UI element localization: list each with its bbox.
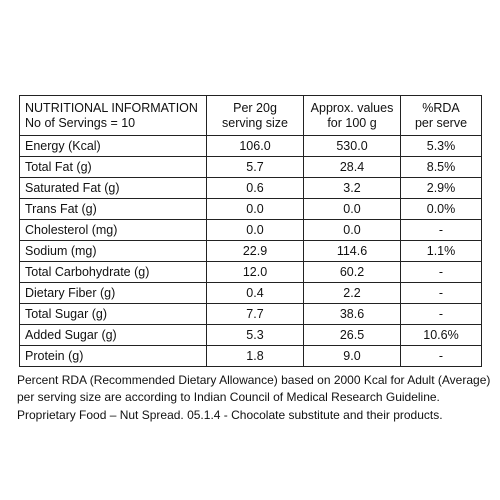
- rda-footnote: Percent RDA (Recommended Dietary Allowance) based on 2000 Kcal for Adult (Average) per serving size are according to Indian Council of Medical Research Guideline.: [17, 373, 491, 404]
- header-per-100g: [304, 96, 401, 136]
- rda-value: -: [401, 220, 482, 241]
- per-100g-value: 3.2: [304, 178, 401, 199]
- header-rda-line1: %RDA: [422, 101, 460, 116]
- header-rda-line2: per serve: [414, 115, 468, 130]
- nutrient-name: Dietary Fiber (g): [20, 283, 207, 304]
- table-row: [20, 220, 482, 241]
- rda-value: -: [401, 346, 482, 367]
- nutrition-table: [19, 95, 482, 367]
- per-serving-value: 5.3: [207, 325, 304, 346]
- nutrient-name: Total Carbohydrate (g): [20, 262, 207, 283]
- nutrient-name: Total Sugar (g): [20, 304, 207, 325]
- table-row: [20, 304, 482, 325]
- nutrient-name: Added Sugar (g): [20, 325, 207, 346]
- per-100g-value: 38.6: [304, 304, 401, 325]
- nutrient-name: Protein (g): [20, 346, 207, 367]
- table-row: [20, 157, 482, 178]
- per-100g-value: 530.0: [304, 136, 401, 157]
- table-row: [20, 178, 482, 199]
- table-row: [20, 262, 482, 283]
- per-100g-value: 0.0: [304, 199, 401, 220]
- rda-value: 8.5%: [401, 157, 482, 178]
- rda-value: 0.0%: [401, 199, 482, 220]
- per-100g-value: 60.2: [304, 262, 401, 283]
- per-serving-value: 0.6: [207, 178, 304, 199]
- nutrient-name: Cholesterol (mg): [20, 220, 207, 241]
- nutrition-label: [17, 95, 491, 424]
- table-header-row: [20, 96, 482, 136]
- header-per-serving-line1: Per 20g: [233, 101, 277, 116]
- header-per-serving-line2: serving size: [222, 115, 288, 130]
- per-serving-value: 7.7: [207, 304, 304, 325]
- table-row: [20, 241, 482, 262]
- table-row: [20, 346, 482, 367]
- table-row: [20, 136, 482, 157]
- rda-value: 5.3%: [401, 136, 482, 157]
- rda-value: -: [401, 304, 482, 325]
- rda-value: -: [401, 283, 482, 304]
- per-serving-value: 0.4: [207, 283, 304, 304]
- per-100g-value: 2.2: [304, 283, 401, 304]
- nutrient-name: Trans Fat (g): [20, 199, 207, 220]
- per-serving-value: 12.0: [207, 262, 304, 283]
- food-category-footnote: Proprietary Food – Nut Spread. 05.1.4 - Chocolate substitute and their products.: [17, 408, 443, 422]
- header-nutritional-information: [20, 96, 207, 136]
- rda-value: 10.6%: [401, 325, 482, 346]
- per-serving-value: 106.0: [207, 136, 304, 157]
- rda-value: 2.9%: [401, 178, 482, 199]
- table-row: [20, 325, 482, 346]
- header-per-serving: [207, 96, 304, 136]
- rda-value: -: [401, 262, 482, 283]
- rda-value: 1.1%: [401, 241, 482, 262]
- per-serving-value: 0.0: [207, 220, 304, 241]
- header-servings: No of Servings = 10: [25, 115, 136, 130]
- header-per-100g-line2: for 100 g: [327, 115, 377, 130]
- per-100g-value: 9.0: [304, 346, 401, 367]
- per-serving-value: 1.8: [207, 346, 304, 367]
- per-100g-value: 26.5: [304, 325, 401, 346]
- per-serving-value: 22.9: [207, 241, 304, 262]
- header-per-100g-line1: Approx. values: [310, 101, 394, 116]
- header-rda: [401, 96, 482, 136]
- header-title: NUTRITIONAL INFORMATION: [25, 101, 198, 116]
- nutrient-name: Energy (Kcal): [20, 136, 207, 157]
- nutrient-name: Total Fat (g): [20, 157, 207, 178]
- per-serving-value: 0.0: [207, 199, 304, 220]
- per-100g-value: 114.6: [304, 241, 401, 262]
- per-serving-value: 5.7: [207, 157, 304, 178]
- per-100g-value: 0.0: [304, 220, 401, 241]
- nutrient-name: Saturated Fat (g): [20, 178, 207, 199]
- table-row: [20, 283, 482, 304]
- table-row: [20, 199, 482, 220]
- per-100g-value: 28.4: [304, 157, 401, 178]
- nutrient-name: Sodium (mg): [20, 241, 207, 262]
- footnotes: [17, 372, 497, 424]
